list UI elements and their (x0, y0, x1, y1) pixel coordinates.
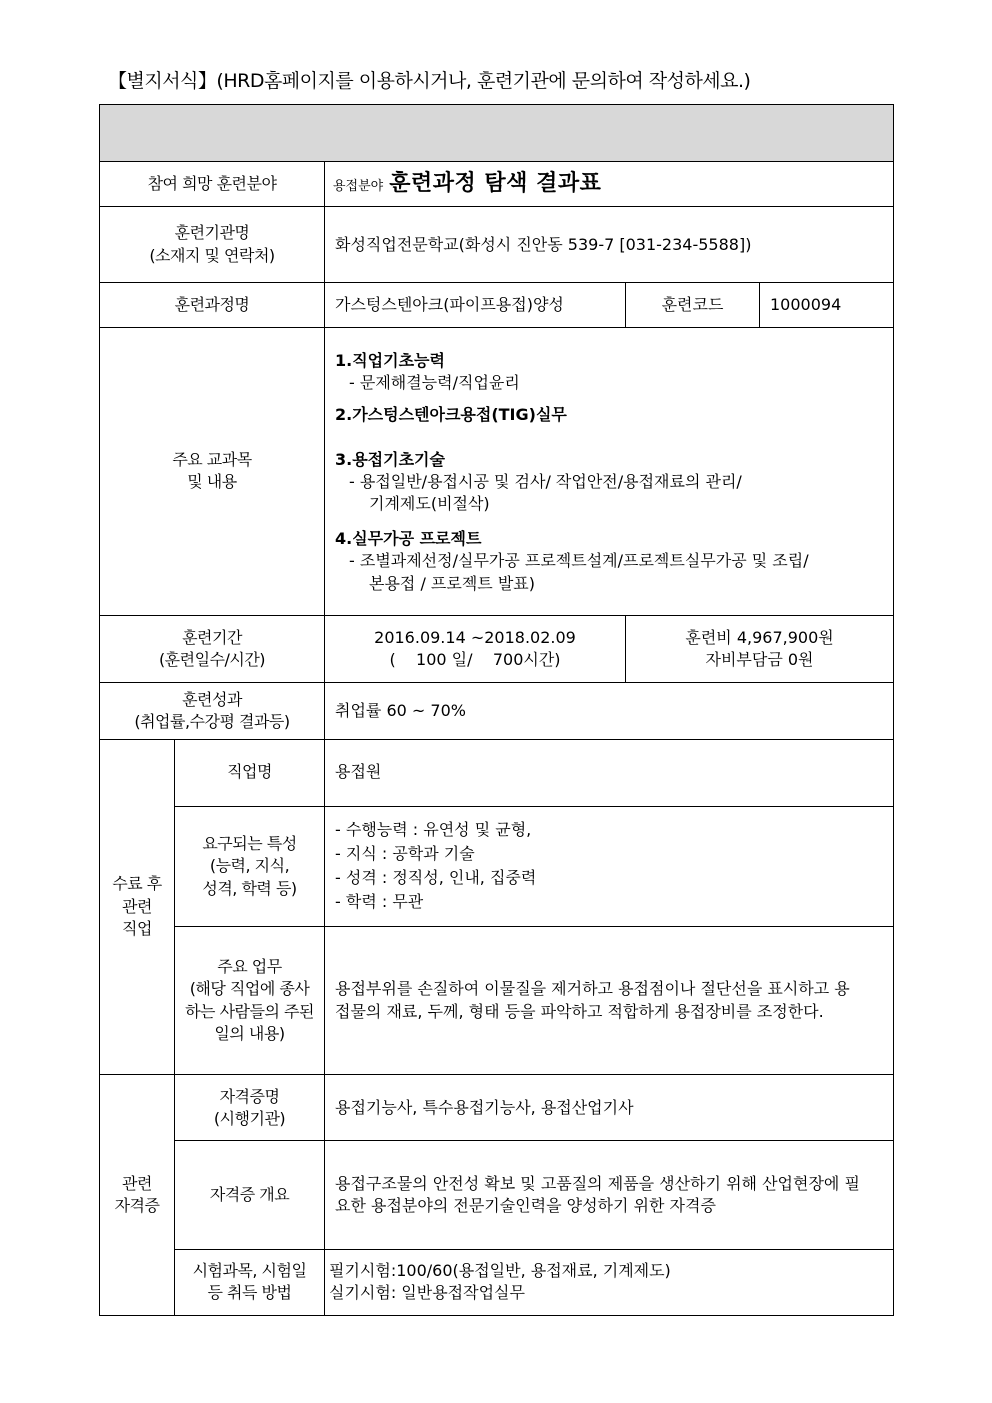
job-traits-label-line2: (능력, 지식, (209, 856, 290, 876)
job-trait: - 성격 : 정직성, 인내, 집중력 (335, 868, 537, 888)
field-label: 참여 희망 훈련분야 (100, 162, 325, 207)
institution-value: 화성직업전문학교(화성시 진안동 539-7 [031-234-5588]) (325, 207, 894, 283)
curriculum-heading-3: 3.용접기초기술 (335, 449, 445, 469)
result-value: 취업률 60 ~ 70% (325, 683, 894, 739)
cert-exam-label (175, 1249, 325, 1315)
job-group-line3: 직업 (122, 919, 152, 939)
curriculum-sub-3a: - 용접일반/용접시공 및 검사/ 작업안전/용접재료의 관리/ (349, 472, 742, 492)
curriculum-heading-1: 1.직업기초능력 (335, 350, 445, 370)
course-value: 가스텅스텐아크(파이프용접)양성 (325, 283, 626, 327)
job-name-value: 용접원 (325, 739, 894, 806)
curriculum-sub-4b: 본용접 / 프로젝트 발표) (369, 573, 535, 593)
job-trait: - 지식 : 공학과 기술 (335, 844, 475, 864)
period-days-hours: ( 100 일/ 700시간) (389, 650, 561, 670)
field-name: 용접분야 (333, 178, 384, 194)
result-label-line2: (취업률,수강평 결과등) (134, 711, 290, 731)
institution-label (100, 207, 325, 283)
field-title-cell (325, 162, 894, 207)
job-duty-label-line4: 일의 내용) (214, 1024, 285, 1044)
job-group-line1: 수료 후 (112, 874, 162, 894)
job-traits-label-line1: 요구되는 특성 (202, 833, 297, 853)
course-code-label: 훈련코드 (626, 283, 760, 327)
job-traits-label (175, 806, 325, 926)
period-label-line2: (훈련일수/시간) (158, 650, 266, 670)
cert-name-label-line2: (시행기관) (213, 1108, 286, 1128)
job-traits-list (325, 806, 894, 926)
cert-overview-label: 자격증 개요 (175, 1141, 325, 1249)
course-code-value: 1000094 (760, 283, 894, 327)
fee-value (626, 616, 894, 683)
document-title: 훈련과정 탐색 결과표 (389, 170, 602, 196)
cert-group-line1: 관련 (122, 1173, 152, 1193)
result-label-line1: 훈련성과 (182, 689, 242, 709)
curriculum-heading-4: 4.실무가공 프로젝트 (335, 528, 482, 548)
job-duty-value: 용접부위를 손질하여 이물질을 제거하고 용접점이나 절단선을 표시하고 용접물의 재료, 두께, 형태 등을 파악하고 적합하게 용접장비를 조정한다. (325, 926, 894, 1074)
result-label (100, 683, 325, 739)
job-name-label: 직업명 (175, 739, 325, 806)
period-label (100, 616, 325, 683)
curriculum-heading-2: 2.가스텅스텐아크용접(TIG)실무 (335, 405, 567, 425)
job-duty-label (175, 926, 325, 1074)
form-note: (HRD홈페이지를 이용하시거나, 훈련기관에 문의하여 작성하세요.) (216, 70, 751, 92)
form-header (108, 66, 750, 93)
job-trait: - 학력 : 무관 (335, 892, 424, 912)
period-dates: 2016.09.14 ~2018.02.09 (374, 627, 576, 647)
curriculum-label-line2: 및 내용 (187, 472, 237, 492)
period-label-line1: 훈련기간 (182, 627, 242, 647)
cert-name-label (175, 1075, 325, 1141)
job-group-line2: 관련 (122, 896, 152, 916)
cert-exam-label-line2: 등 취득 방법 (207, 1283, 292, 1303)
cert-name-label-line1: 자격증명 (219, 1086, 280, 1106)
job-traits-label-line3: 성격, 학력 등) (202, 878, 297, 898)
job-duty-label-line3: 하는 사람들의 주된 (185, 1001, 314, 1021)
cert-group-label (100, 1075, 175, 1316)
cert-overview-value: 용접구조물의 안전성 확보 및 고품질의 제품을 생산하기 위해 산업현장에 필요한 용접분야의 전문기술인력을 양성하기 위한 자격증 (325, 1141, 894, 1249)
cert-exam-value (325, 1249, 894, 1315)
cert-name-value: 용접기능사, 특수용접기능사, 용접산업기사 (325, 1075, 894, 1141)
cert-group-line2: 자격증 (114, 1196, 160, 1216)
job-group-label (100, 739, 175, 1075)
curriculum-sub-1: - 문제해결능력/직업윤리 (349, 372, 520, 392)
title-band (100, 105, 894, 162)
institution-label-line1: 훈련기관명 (174, 223, 250, 243)
cert-exam-practical: 실기시험: 일반용접작업실무 (329, 1283, 525, 1303)
curriculum-label (100, 327, 325, 616)
curriculum-label-line1: 주요 교과목 (172, 449, 252, 469)
institution-label-line2: (소재지 및 연락처) (149, 245, 275, 265)
cert-exam-written: 필기시험:100/60(용접일반, 용접재료, 기계제도) (329, 1260, 671, 1280)
curriculum-sub-4a: - 조별과제선정/실무가공 프로젝트설계/프로젝트실무가공 및 조립/ (349, 551, 809, 571)
fee-total: 훈련비 4,967,900원 (685, 627, 834, 647)
job-duty-label-line1: 주요 업무 (217, 956, 282, 976)
result-table (99, 104, 894, 1316)
curriculum-sub-3b: 기계제도(비절삭) (369, 494, 490, 514)
course-label: 훈련과정명 (100, 283, 325, 327)
cert-exam-label-line1: 시험과목, 시험일 (192, 1260, 307, 1280)
period-value (325, 616, 626, 683)
form-tag: 【별지서식】 (108, 70, 217, 92)
job-duty-label-line2: (해당 직업에 종사 (189, 979, 310, 999)
job-trait: - 수행능력 : 유연성 및 균형, (335, 820, 532, 840)
fee-self-pay: 자비부담금 0원 (705, 650, 814, 670)
curriculum-content (325, 327, 894, 616)
